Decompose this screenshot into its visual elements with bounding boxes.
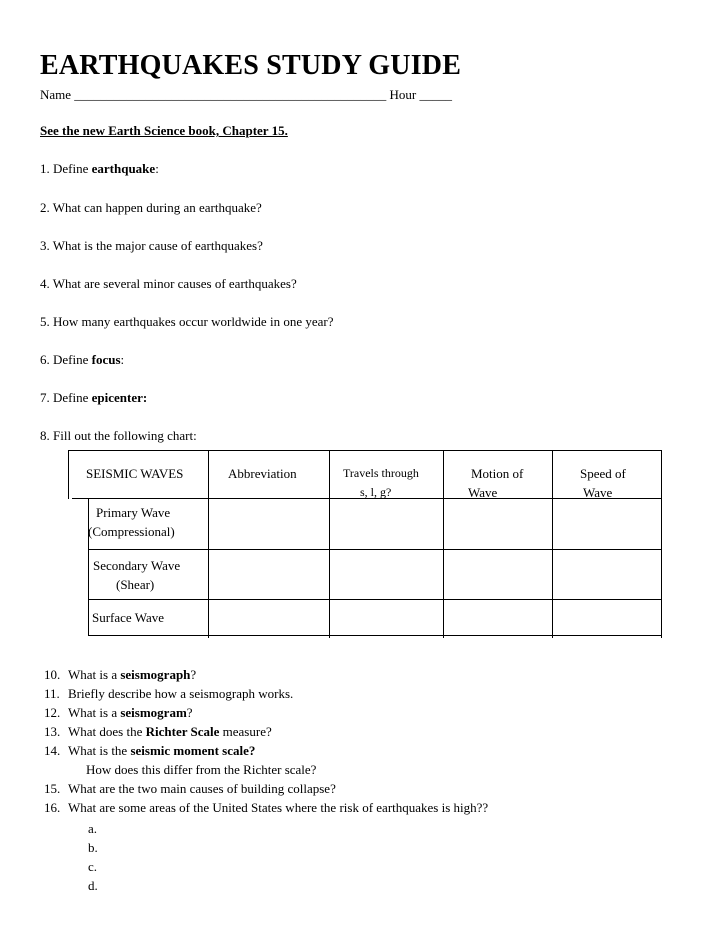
question-16: [44, 800, 488, 816]
header-seismic-waves: SEISMIC WAVES: [86, 466, 184, 481]
question-number: 10.: [44, 667, 61, 682]
question-2: [40, 200, 262, 216]
table-border-right: [661, 450, 662, 638]
seismic-waves-table: [68, 450, 662, 638]
question-suffix: :: [120, 352, 125, 367]
name-label: Name: [40, 87, 72, 102]
answer-line-c: c.: [88, 859, 98, 874]
name-blank: ________________________________________________: [74, 87, 387, 102]
question-suffix: measure?: [219, 724, 272, 739]
chapter-reference: See the new Earth Science book, Chapter 15.: [40, 123, 288, 138]
table-border-left: [88, 499, 89, 636]
answer-line-a: a.: [88, 821, 98, 836]
hour-blank: _____: [419, 87, 453, 102]
table-row-divider: [88, 599, 662, 600]
question-10: [44, 667, 196, 683]
row-primary-wave-sub: (Compressional): [88, 524, 175, 539]
table-border-top: [68, 450, 662, 451]
question-number: 16.: [44, 800, 61, 815]
question-suffix: ?: [190, 667, 197, 682]
question-number: 15.: [44, 781, 61, 796]
row-secondary-wave-sub: (Shear): [116, 577, 155, 592]
question-5: [40, 314, 333, 330]
table-border-left: [68, 450, 69, 499]
question-14: [44, 743, 255, 759]
question-term: epicenter:: [91, 390, 148, 405]
answer-line-d: d.: [88, 878, 98, 893]
question-text: Briefly describe how a seismograph works.: [68, 686, 294, 701]
question-text: 4. What are several minor causes of earthquakes?: [40, 276, 297, 291]
question-suffix: ?: [186, 705, 193, 720]
question-term: seismogram: [120, 705, 187, 720]
question-text: What is the: [68, 743, 131, 758]
header-speed-of: Speed of: [580, 466, 626, 481]
question-text: 5. How many earthquakes occur worldwide in one year?: [40, 314, 334, 329]
header-abbreviation: Abbreviation: [228, 466, 297, 481]
table-border-bottom: [88, 635, 662, 636]
question-text: How does this differ from the Richter scale?: [86, 762, 317, 777]
table-row-divider: [88, 549, 662, 550]
question-term: seismograph: [120, 667, 191, 682]
header-travels-through-sub: s, l, g?: [360, 485, 392, 499]
question-number: 14.: [44, 743, 61, 758]
table-column-divider: [552, 450, 553, 638]
header-motion-wave: Wave: [468, 485, 498, 500]
question-term: focus: [91, 352, 121, 367]
question-text: What are the two main causes of building collapse?: [68, 781, 336, 796]
header-speed-wave: Wave: [583, 485, 613, 500]
question-term: seismic moment scale?: [130, 743, 256, 758]
question-suffix: :: [155, 161, 159, 176]
question-11: [44, 686, 293, 702]
question-6: [40, 352, 124, 368]
table-column-divider: [329, 450, 330, 638]
header-motion-of: Motion of: [471, 466, 524, 481]
question-13: [44, 724, 272, 740]
table-column-divider: [208, 450, 209, 638]
question-text: 1. Define: [40, 161, 92, 176]
table-column-divider: [443, 450, 444, 638]
header-travels-through: Travels through: [343, 466, 419, 480]
question-text: 2. What can happen during an earthquake?: [40, 200, 262, 215]
question-text: 7. Define: [40, 390, 92, 405]
answer-line-b: b.: [88, 840, 98, 855]
question-text: 8. Fill out the following chart:: [40, 428, 197, 443]
question-number: 13.: [44, 724, 61, 739]
question-7: [40, 390, 147, 406]
question-number: 12.: [44, 705, 61, 720]
question-8: [40, 428, 197, 444]
question-3: [40, 238, 263, 254]
question-1: [40, 161, 159, 177]
page-title: EARTHQUAKES STUDY GUIDE: [40, 50, 462, 81]
question-14-followup: [86, 762, 316, 778]
question-12: [44, 705, 193, 721]
question-text: 3. What is the major cause of earthquakes?: [40, 238, 263, 253]
question-text: 6. Define: [40, 352, 92, 367]
question-text: What is a: [68, 667, 121, 682]
question-15: [44, 781, 336, 797]
name-hour-line: [40, 87, 452, 103]
question-term: earthquake: [91, 161, 156, 176]
row-primary-wave: Primary Wave: [96, 505, 171, 520]
row-surface-wave: Surface Wave: [92, 610, 164, 625]
question-4: [40, 276, 297, 292]
question-number: 11.: [44, 686, 60, 701]
row-secondary-wave: Secondary Wave: [93, 558, 181, 573]
hour-label: Hour: [389, 87, 417, 102]
question-term: Richter Scale: [145, 724, 220, 739]
question-text: What is a: [68, 705, 121, 720]
question-text: What does the: [68, 724, 146, 739]
question-text: What are some areas of the United States where the risk of earthquakes is high??: [68, 800, 489, 815]
